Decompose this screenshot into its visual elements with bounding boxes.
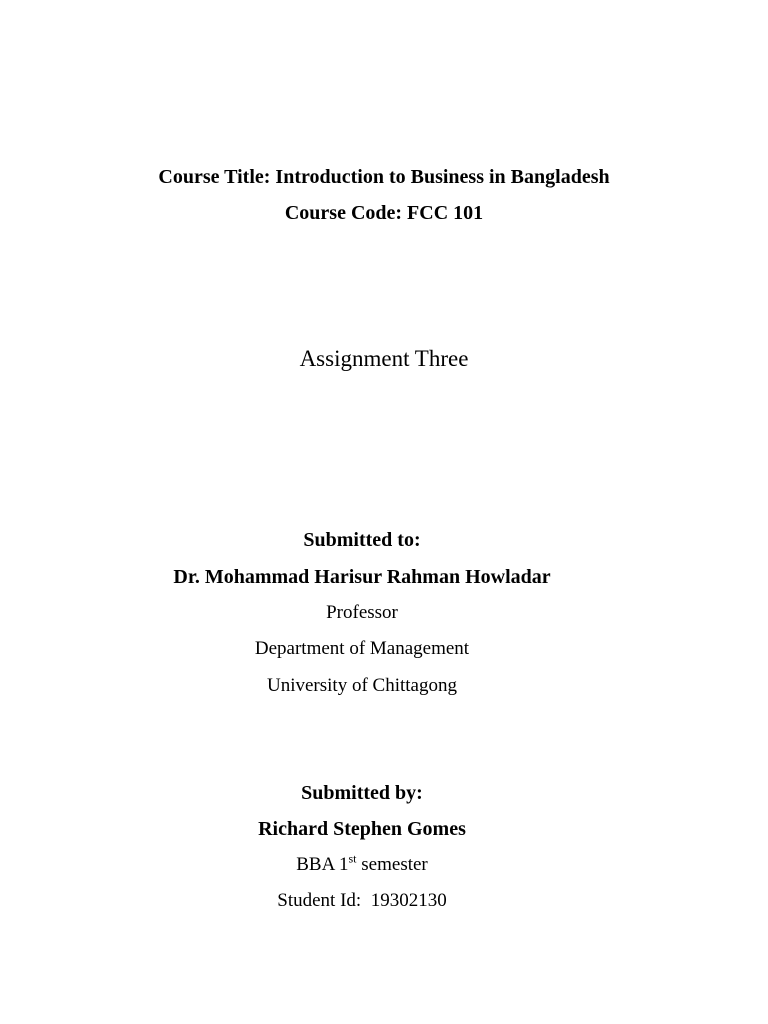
course-title: Course Title: Introduction to Business in Bangladesh xyxy=(158,166,610,188)
student-name: Richard Stephen Gomes xyxy=(258,818,466,840)
supervisor-department: Department of Management xyxy=(254,638,470,659)
supervisor-name: Dr. Mohammad Harisur Rahman Howladar xyxy=(173,566,551,588)
program-prefix: BBA 1 xyxy=(296,854,349,875)
program-ordinal-suffix: st xyxy=(348,851,357,866)
submitted-to-heading: Submitted to: xyxy=(303,529,421,551)
supervisor-position: Professor xyxy=(326,602,398,623)
submitted-by-heading: Submitted by: xyxy=(301,782,423,804)
program-suffix: semester xyxy=(356,854,428,875)
course-code: Course Code: FCC 101 xyxy=(284,202,484,224)
student-id: Student Id: 19302130 xyxy=(277,890,447,911)
assignment-title: Assignment Three xyxy=(299,346,469,371)
supervisor-university: University of Chittagong xyxy=(267,675,457,696)
student-program xyxy=(282,851,442,876)
